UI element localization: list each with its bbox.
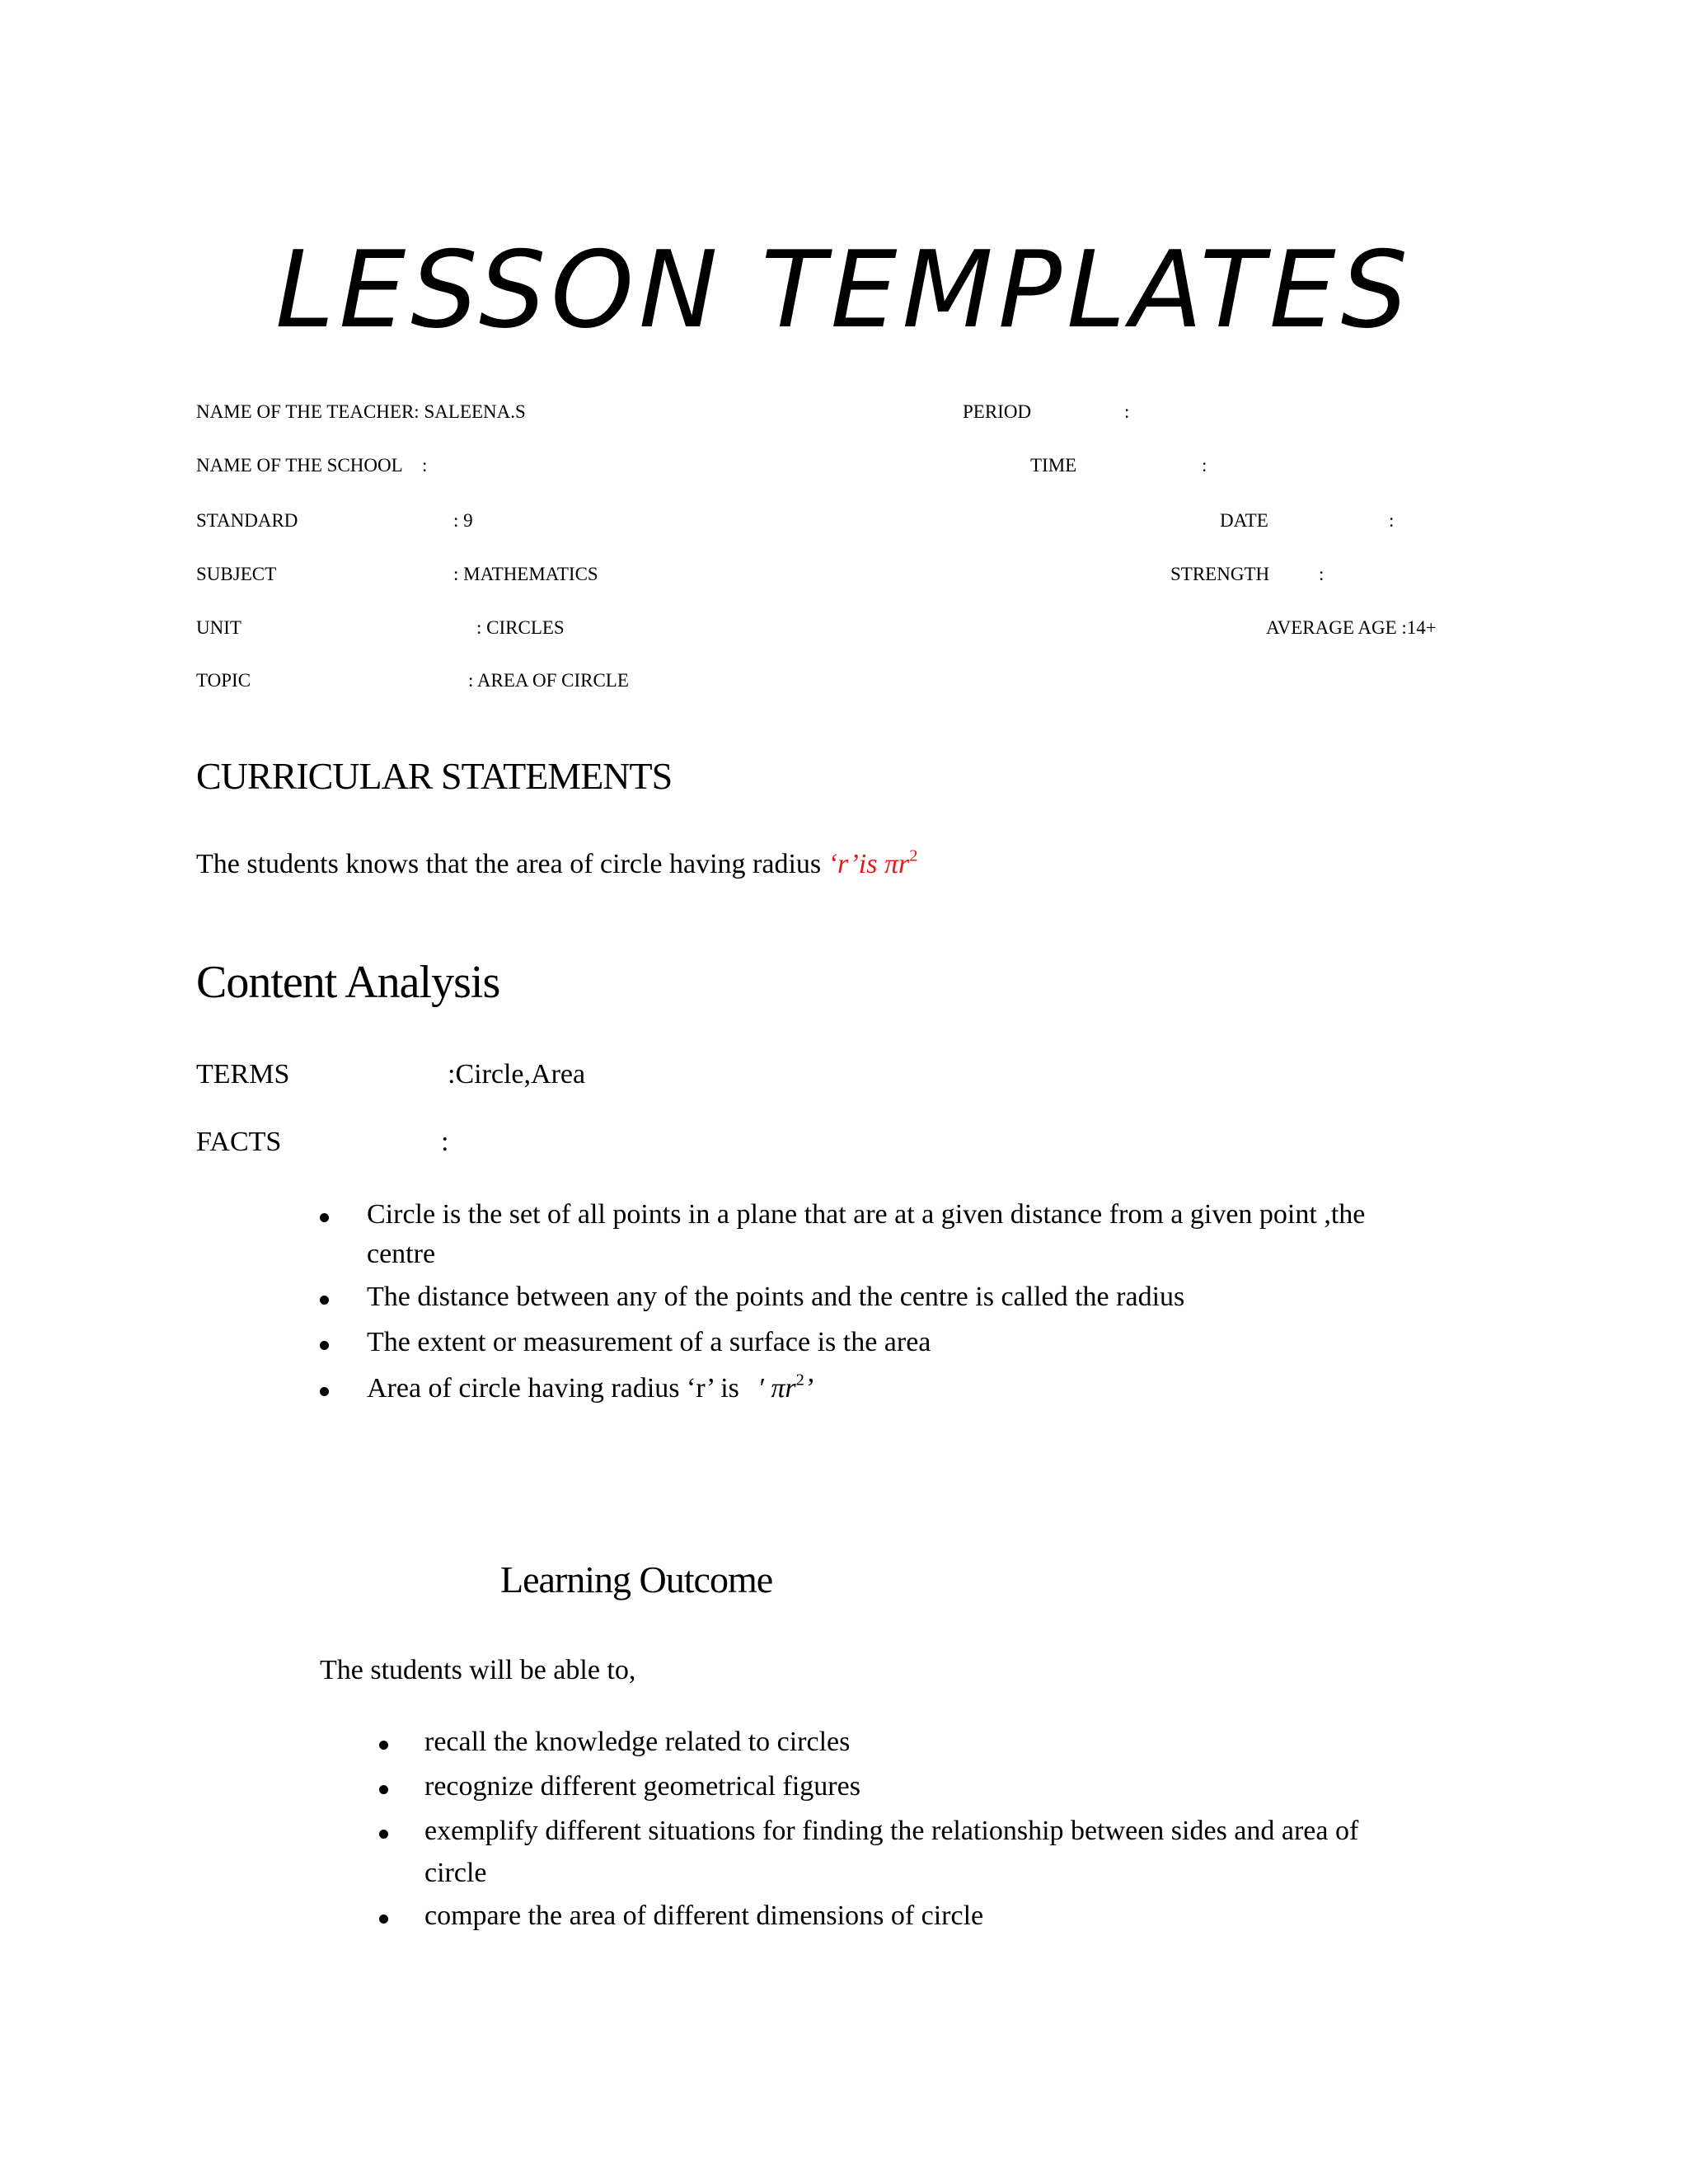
content-analysis-heading: Content Analysis [196, 957, 500, 1008]
fact-formula-base: ′ πr [757, 1373, 796, 1404]
curricular-statement [196, 846, 918, 880]
facts-label: FACTS [196, 1127, 282, 1157]
outcome-item: recall the knowledge related to circles [424, 1727, 851, 1757]
fact-item [367, 1373, 814, 1404]
bullet [320, 1341, 329, 1350]
standard-value: : 9 [453, 510, 473, 531]
outcome-item: recognize different geometrical figures [424, 1771, 860, 1802]
school-label: NAME OF THE SCHOOL [196, 455, 403, 476]
date-colon: : [1389, 510, 1395, 531]
fact-formula-exponent: 2 [795, 1371, 804, 1390]
topic-label: TOPIC [196, 670, 251, 691]
outcome-item: exemplify different situations for finding the relationship between sides and area of [424, 1816, 1359, 1846]
fact-item-text: Area of circle having radius ‘r’ is [367, 1373, 739, 1404]
bullet [379, 1785, 388, 1794]
school-colon: : [422, 455, 428, 476]
bullet [320, 1296, 329, 1305]
fact-item: Circle is the set of all points in a plane that are at a given distance from a given point ,the [367, 1199, 1366, 1230]
bullet [379, 1830, 388, 1839]
fact-item: The distance between any of the points and the centre is called the radius [367, 1282, 1185, 1312]
bullet [379, 1741, 388, 1750]
teacher-name: NAME OF THE TEACHER: SALEENA.S [196, 401, 526, 422]
curricular-heading: CURRICULAR STATEMENTS [196, 755, 673, 797]
bullet [379, 1915, 388, 1924]
terms-label: TERMS [196, 1059, 290, 1090]
subject-label: SUBJECT [196, 564, 277, 584]
fact-formula [757, 1373, 814, 1404]
area-formula [828, 846, 918, 879]
learning-outcome-intro: The students will be able to, [320, 1655, 636, 1685]
document-title: LESSON TEMPLATES [275, 229, 1413, 352]
facts-colon: : [441, 1127, 449, 1157]
unit-value: : CIRCLES [476, 617, 565, 638]
learning-outcome-heading: Learning Outcome [500, 1558, 773, 1601]
strength-colon: : [1319, 564, 1325, 584]
outcome-item: compare the area of different dimensions of circle [424, 1900, 984, 1931]
unit-label: UNIT [196, 617, 241, 638]
area-formula-base: ‘r’is πr [828, 849, 910, 879]
subject-value: : MATHEMATICS [453, 564, 598, 584]
average-age: AVERAGE AGE :14+ [1266, 617, 1437, 638]
standard-label: STANDARD [196, 510, 298, 531]
topic-value: : AREA OF CIRCLE [468, 670, 629, 691]
strength-label: STRENGTH [1170, 564, 1270, 584]
time-colon: : [1202, 455, 1207, 476]
bullet [320, 1213, 329, 1222]
period-label: PERIOD [963, 401, 1032, 422]
bullet [320, 1387, 329, 1396]
fact-formula-close: ’ [804, 1373, 814, 1404]
outcome-item-continuation: circle [424, 1858, 487, 1888]
fact-item: The extent or measurement of a surface is the area [367, 1327, 931, 1357]
fact-item-continuation: centre [367, 1239, 436, 1269]
area-formula-exponent: 2 [909, 846, 918, 865]
time-label: TIME [1030, 455, 1077, 476]
curricular-statement-text: The students knows that the area of circle having radius [196, 849, 822, 879]
period-colon: : [1124, 401, 1130, 422]
terms-value: :Circle,Area [448, 1059, 586, 1090]
date-label: DATE [1220, 510, 1268, 531]
